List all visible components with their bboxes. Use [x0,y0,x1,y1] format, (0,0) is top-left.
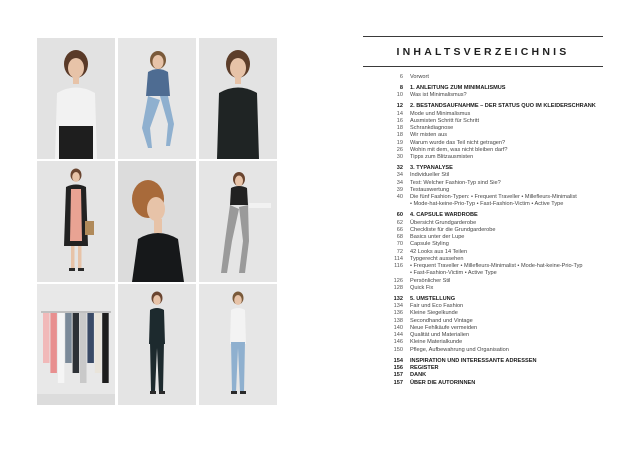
toc-page-number: 157 [393,372,403,379]
toc-entry-text: Vorwort [410,74,429,80]
toc-chapter [363,296,603,303]
toc-entry-text: 2. BESTANDSAUFNAHME – DER STATUS QUO IM KLEIDERSCHRANK [410,103,596,110]
toc-entry-text: Ausmisten Schritt für Schritt [410,117,480,124]
toc-entry [363,194,603,201]
toc-page-number: 26 [396,146,403,153]
toc-entry-text: Was ist Minimalismus? [410,92,467,99]
clothing-rack-photo [37,284,115,405]
toc-entry-text: Persönlicher Stil [410,277,451,284]
toc-entry [363,111,603,118]
toc-entry [363,278,603,285]
toc-page-number: 128 [393,284,403,291]
toc-entry-text: Wohin mit dem, was nicht bleiben darf? [410,146,508,153]
photo-grid [37,38,277,406]
toc-page-number: 138 [393,317,403,324]
toc-page-number: 136 [393,310,403,317]
fashion-photo [118,38,196,159]
toc-entry [363,339,603,346]
toc-entry-text: Quick Fix [410,284,434,291]
toc-page-number: 34 [396,172,403,179]
toc-entry-text: Qualität und Materialien [410,332,470,339]
toc-entry-text: Kleine Materialkunde [410,339,463,346]
toc-entry [363,201,603,208]
toc-entry [363,154,603,161]
fashion-photo [118,161,196,282]
toc-entry-text: • Frequent Traveller • Millefleurs-Minimalist • Mode-hat-keine-Prio-Typ [410,263,583,270]
toc-entry [363,241,603,248]
toc-entry [363,285,603,292]
toc-page-number: 132 [393,295,403,302]
toc-entry [363,256,603,263]
toc-entry-text: • Mode-hat-keine-Prio-Typ • Fast-Fashion-Victim • Active Type [410,201,564,208]
fashion-photo [118,284,196,405]
toc-entry [363,310,603,317]
toc-page-number: 18 [396,125,403,132]
toc-entry-text: Wir misten aus [410,132,447,139]
fashion-photo [37,38,115,159]
toc-entry-text: DANK [410,372,427,379]
toc-entry [363,74,603,81]
toc-page-number: 144 [393,332,403,339]
toc-entry-text: Schrankdiagnose [410,125,454,132]
toc-entry-text: Individueller Stil [410,172,450,179]
toc-entry [363,132,603,139]
toc-entry-text: Capsule Styling [410,241,449,248]
toc-entry-text: 4. CAPSULE WARDROBE [410,212,478,219]
toc-page-number: 39 [396,186,403,193]
toc-entry [363,227,603,234]
toc-entry-text: Fair und Eco Fashion [410,303,464,310]
toc-entry [363,220,603,227]
toc-page-number: 72 [396,248,403,255]
toc-entry-text: Testauswertung [410,186,450,193]
toc-entry-text: Pflege, Aufbewahrung und Organisation [410,346,509,353]
toc-entry [363,125,603,132]
toc-chapter [363,212,603,219]
toc-page-number: 8 [399,85,403,92]
toc-entry [363,347,603,354]
toc-chapter [363,103,603,110]
toc-entry [363,380,603,387]
toc-page-number: 156 [393,365,403,372]
toc-chapter [363,165,603,172]
fashion-photo [199,38,277,159]
toc-entry-text: Neue Fehlkäufe vermeiden [410,324,478,331]
toc-list [363,74,603,387]
toc-entry-text: Checkliste für die Grundgarderobe [410,226,496,233]
fashion-photo [199,161,277,282]
toc-entry [363,140,603,147]
toc-entry-text: Basics unter der Lupe [410,234,465,241]
toc-page-number: 68 [396,234,403,241]
toc-entry [363,325,603,332]
toc-entry-text: ÜBER DIE AUTORINNEN [410,379,476,386]
toc-entry-text: 5. UMSTELLUNG [410,295,456,302]
toc-page-number: 150 [393,346,403,353]
toc-page-number: 12 [396,103,403,110]
toc-entry-text: Übersicht Grundgarderobe [410,219,477,226]
toc-entry-text: 3. TYPANALYSE [410,165,453,172]
toc-entry-text: • Fast-Fashion-Victim • Active Type [410,270,497,277]
toc-entry [363,187,603,194]
bottom-rule [363,66,603,67]
toc-entry [363,332,603,339]
toc-page-number: 18 [396,132,403,139]
toc-page-number: 10 [396,92,403,99]
toc-page-number: 140 [393,324,403,331]
toc-page-number: 16 [396,117,403,124]
toc-page-number: 19 [396,139,403,146]
toc-entry-text: Kleine Siegelkunde [410,310,458,317]
toc-entry [363,234,603,241]
toc-entry [363,270,603,277]
toc-page-number: 60 [396,212,403,219]
toc-entry-text: Die fünf Fashion-Typen: • Frequent Traveller • Millefleurs-Minimalist [410,194,577,201]
top-rule [363,36,603,37]
toc-entry [363,263,603,270]
toc-entry [363,303,603,310]
toc-entry [363,172,603,179]
toc-page-number: 157 [393,379,403,386]
toc-entry-text: REGISTER [410,365,439,372]
toc-entry [363,147,603,154]
toc-page-number: 134 [393,303,403,310]
toc-entry [363,92,603,99]
toc-entry-text: Warum wurde das Teil nicht getragen? [410,139,506,146]
toc-entry [363,249,603,256]
toc-entry [363,318,603,325]
toc-entry-text: Mode und Minimalismus [410,110,471,117]
toc-entry [363,372,603,379]
toc-entry-text: Tipps zum Blitzausmisten [410,154,474,161]
toc-page-number: 40 [396,194,403,201]
toc-page-number: 126 [393,277,403,284]
toc-page-number: 114 [394,255,403,262]
toc-entry-text: 1. ANLEITUNG ZUM MINIMALISMUS [410,85,506,92]
toc-chapter [363,85,603,92]
toc-page-number: 70 [396,241,403,248]
toc-entry [363,365,603,372]
toc-page-number: 146 [393,339,403,346]
toc-page-number: 14 [396,110,403,117]
toc-entry-text: Test: Welcher Fashion-Typ sind Sie? [410,179,501,186]
toc-entry-text: Secondhand und Vintage [410,317,473,324]
fashion-photo [37,161,115,282]
toc-entry [363,358,603,365]
toc-page-number: 6 [399,74,403,80]
table-of-contents [363,36,603,387]
toc-page-number: 30 [396,154,403,161]
toc-page-number: 32 [396,165,403,172]
fashion-photo [199,284,277,405]
toc-entry [363,118,603,125]
toc-entry-text: INSPIRATION UND INTERESSANTE ADRESSEN [410,357,537,364]
toc-entry-text: Typgerecht aussehen [410,255,464,262]
toc-page-number: 116 [394,263,403,270]
toc-entry [363,180,603,187]
toc-entry-text: 42 Looks aus 14 Teilen [410,248,468,255]
toc-page-number: 154 [393,357,403,364]
toc-page-number: 66 [396,226,403,233]
toc-page-number: 34 [396,179,403,186]
toc-page-number: 62 [396,219,403,226]
toc-title: INHALTSVERZEICHNIS [396,46,570,58]
